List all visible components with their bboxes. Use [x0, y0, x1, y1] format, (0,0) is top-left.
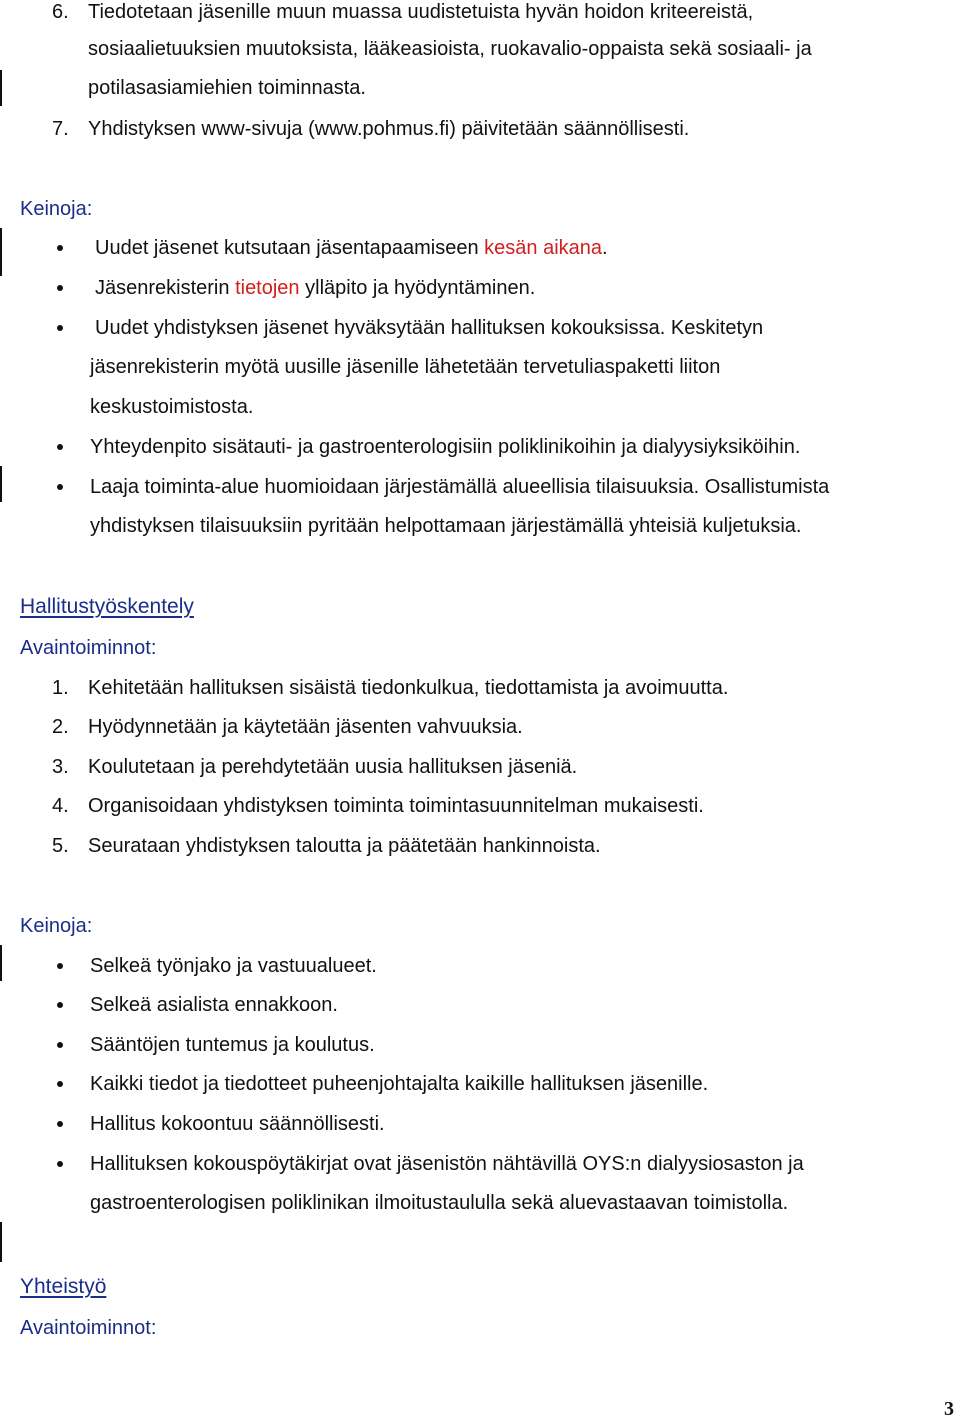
list-item-text: . [602, 237, 608, 259]
list-item-text: gastroenterologisen poliklinikan ilmoitustaululla sekä aluevastaavan toimistolla. [90, 1192, 789, 1214]
change-bar [0, 70, 2, 106]
bullet-icon [57, 245, 63, 251]
list-number: 1. [52, 677, 69, 699]
list-item-text: Koulutetaan ja perehdytetään uusia hallituksen jäseniä. [88, 756, 578, 778]
list-number: 2. [52, 716, 69, 738]
list-item-text: Selkeä asialista ennakkoon. [90, 994, 338, 1016]
bullet-icon [57, 325, 63, 331]
list-item-text: Uudet yhdistyksen jäsenet hyväksytään hallituksen kokouksissa. Keskitetyn [95, 317, 764, 339]
list-item-text: sosiaalietuuksien muutoksista, lääkeasioista, ruokavalio-oppaista sekä sosiaali- ja [88, 38, 812, 60]
list-item-text: Hyödynnetään ja käytetään jäsenten vahvuuksia. [88, 716, 523, 738]
section-subheading: Avaintoiminnot: [20, 1317, 157, 1339]
list-item-text: Organisoidaan yhdistyksen toiminta toimintasuunnitelman mukaisesti. [88, 795, 704, 817]
list-item-text: potilasasiamiehien toiminnasta. [88, 77, 366, 99]
list-number: 4. [52, 795, 69, 817]
list-item [95, 276, 535, 300]
list-item-text: Kaikki tiedot ja tiedotteet puheenjohtajalta kaikille hallituksen jäsenille. [90, 1073, 709, 1095]
highlighted-text: kesän aikana [484, 237, 603, 259]
list-item-text: yhdistyksen tilaisuuksiin pyritään helpottamaan järjestämällä yhteisiä kuljetuksia. [90, 515, 802, 537]
list-number: 3. [52, 756, 69, 778]
list-item-text: Yhteydenpito sisätauti- ja gastroenterologisiin poliklinikoihin ja dialyysiyksiköihin. [90, 436, 801, 458]
list-number: 7. [52, 118, 69, 140]
page-number: 3 [944, 1398, 954, 1420]
list-item-text: Hallitus kokoontuu säännöllisesti. [90, 1113, 385, 1135]
change-bar [0, 466, 2, 502]
section-title: Hallitustyöskentely [20, 595, 194, 618]
list-item-text: Kehitetään hallituksen sisäistä tiedonkulkua, tiedottamista ja avoimuutta. [88, 677, 729, 699]
section-title: Yhteistyö [20, 1275, 107, 1298]
highlighted-text: tietojen [235, 277, 300, 299]
change-bar [0, 1222, 2, 1262]
list-item-text: ylläpito ja hyödyntäminen. [299, 277, 536, 299]
list-item [95, 236, 608, 260]
list-item-text: Selkeä työnjako ja vastuualueet. [90, 955, 377, 977]
bullet-icon [57, 1081, 63, 1087]
list-item-text: Hallituksen kokouspöytäkirjat ovat jäsenistön nähtävillä OYS:n dialyysiosaston ja [90, 1153, 804, 1175]
list-item-text: jäsenrekisterin myötä uusille jäsenille lähetetään tervetuliaspaketti liiton [90, 356, 721, 378]
list-item-text: Jäsenrekisterin [95, 277, 236, 299]
list-item-text: Laaja toiminta-alue huomioidaan järjestämällä alueellisia tilaisuuksia. Osallistumista [90, 476, 830, 498]
section-subheading: Avaintoiminnot: [20, 637, 157, 659]
bullet-icon [57, 1042, 63, 1048]
change-bar [0, 945, 2, 981]
list-number: 6. [52, 1, 69, 23]
list-item-text: Tiedotetaan jäsenille muun muassa uudistetuista hyvän hoidon kriteereistä, [88, 1, 754, 23]
list-item-text: Seurataan yhdistyksen taloutta ja päätetään hankinnoista. [88, 835, 601, 857]
bullet-icon [57, 963, 63, 969]
list-item-text: Sääntöjen tuntemus ja koulutus. [90, 1034, 375, 1056]
list-item-text: keskustoimistosta. [90, 396, 254, 418]
list-item-text: Uudet jäsenet kutsutaan jäsentapaamiseen [95, 237, 485, 259]
bullet-icon [57, 444, 63, 450]
list-number: 5. [52, 835, 69, 857]
bullet-icon [57, 285, 63, 291]
change-bar [0, 228, 2, 276]
bullet-icon [57, 484, 63, 490]
section-heading: Keinoja: [20, 198, 93, 220]
bullet-icon [57, 1121, 63, 1127]
bullet-icon [57, 1002, 63, 1008]
section-heading: Keinoja: [20, 915, 93, 937]
bullet-icon [57, 1161, 63, 1167]
list-item-text: Yhdistyksen www-sivuja (www.pohmus.fi) päivitetään säännöllisesti. [88, 118, 690, 140]
